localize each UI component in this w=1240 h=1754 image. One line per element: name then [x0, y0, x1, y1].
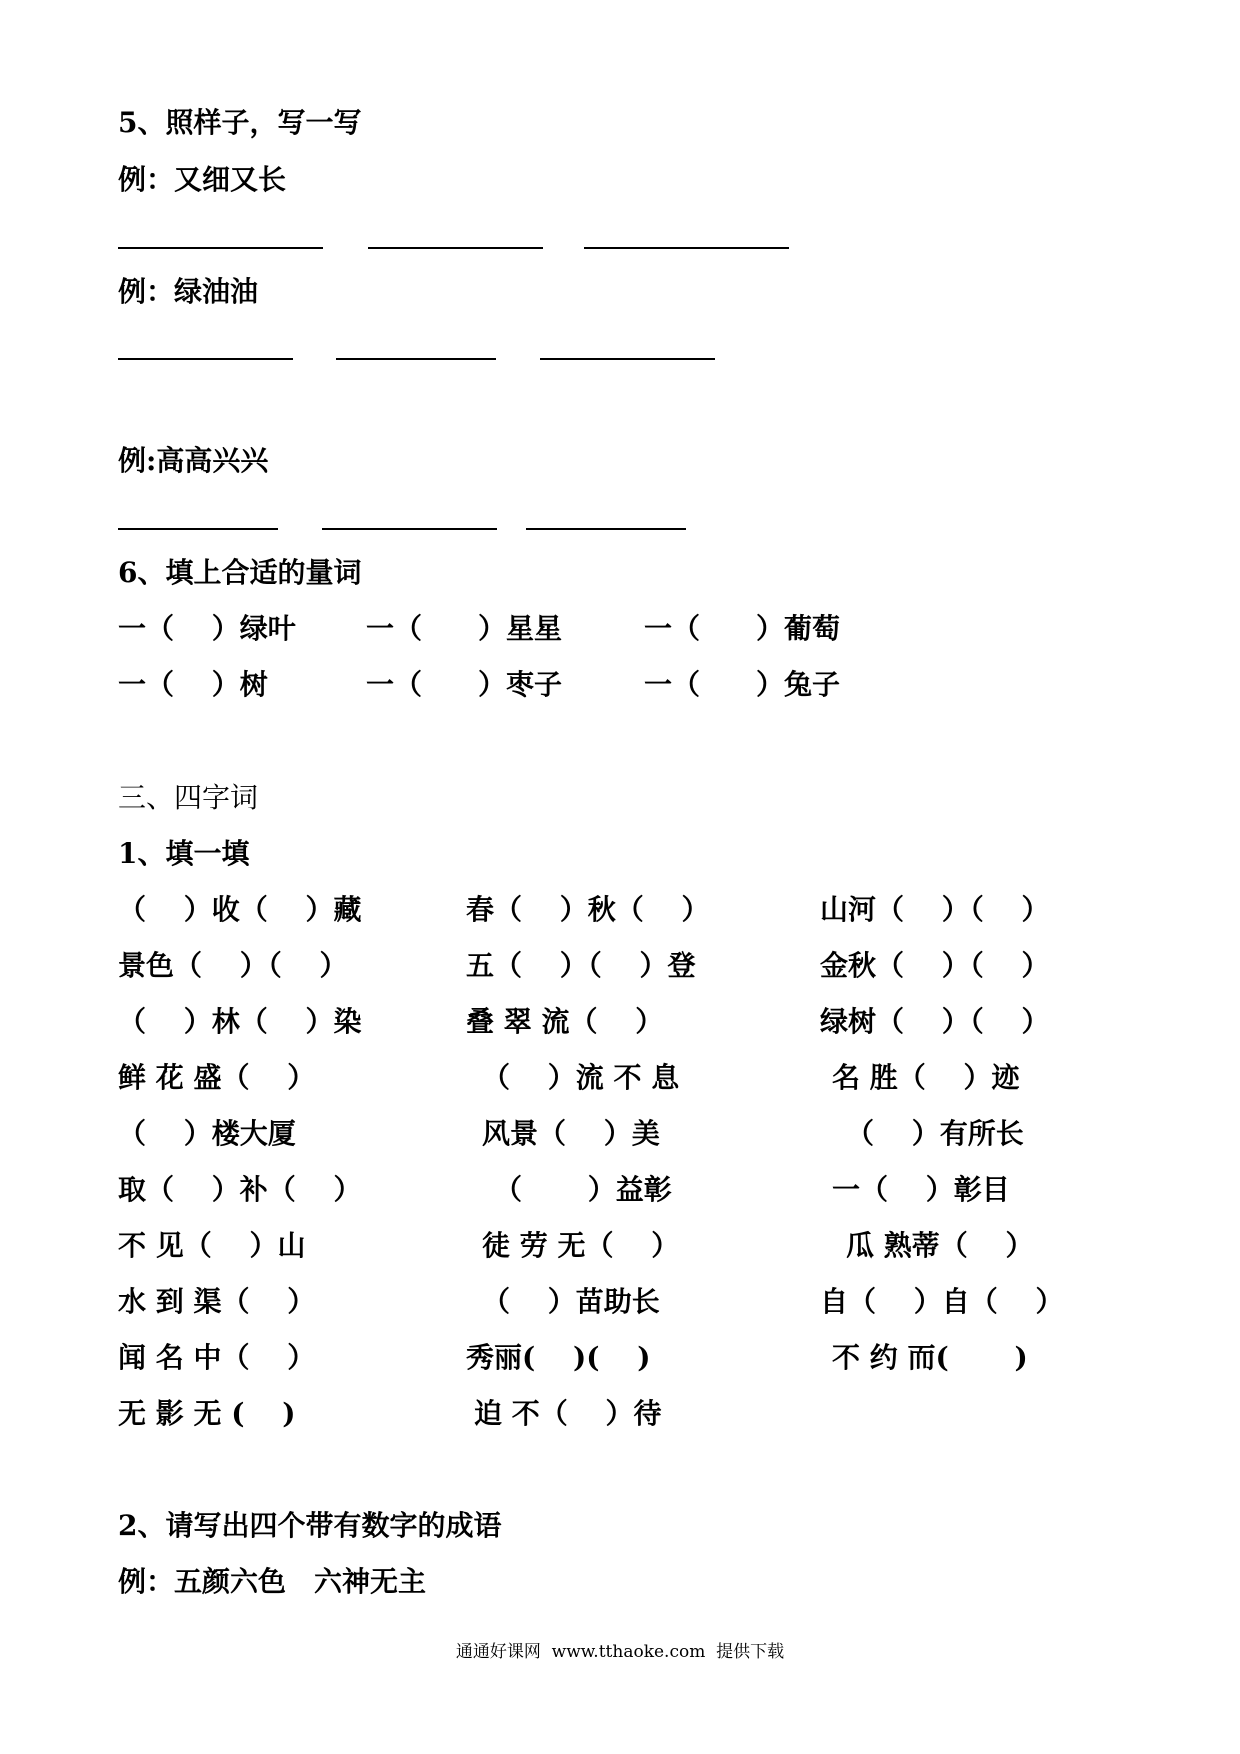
- idiom-item: （ ）林（ ）染: [118, 1005, 362, 1038]
- idiom-item: 取（ ）补（ ）: [118, 1173, 362, 1206]
- answer-blank[interactable]: [118, 247, 323, 249]
- idiom-item: 五（ ）（ ）登: [466, 949, 696, 982]
- q5-example-3: 例:高高兴兴: [118, 444, 269, 477]
- idiom-item: 一（ ）彰目: [832, 1173, 1010, 1206]
- q5-heading: 5、照样子，写一写: [118, 106, 362, 139]
- idiom-item: 春（ ）秋（ ）: [466, 893, 710, 926]
- q6-heading: 6、填上合适的量词: [118, 556, 362, 589]
- q2-heading: 2、请写出四个带有数字的成语: [118, 1509, 502, 1542]
- idiom-item: 风景（ ）美: [482, 1117, 660, 1150]
- answer-blank[interactable]: [118, 528, 278, 530]
- idiom-item: （ ）楼大厦: [118, 1117, 296, 1150]
- idiom-item: （ ）苗助长: [482, 1285, 660, 1318]
- answer-blank[interactable]: [336, 358, 496, 360]
- idiom-item: 秀丽( )( ): [466, 1341, 651, 1374]
- idiom-item: 不 见（ ）山: [118, 1229, 306, 1262]
- answer-blank[interactable]: [584, 247, 789, 249]
- idiom-item: （ ）益彰: [494, 1173, 672, 1206]
- section-heading: 三、四字词: [118, 781, 259, 814]
- idiom-item: 山河（ ）（ ）: [820, 893, 1050, 926]
- idiom-item: 绿树（ ）（ ）: [820, 1005, 1050, 1038]
- idiom-item: 无 影 无 ( ): [118, 1397, 296, 1430]
- q5-example-1: 例：又细又长: [118, 163, 287, 196]
- q2-example: 例：五颜六色 六神无主: [118, 1565, 427, 1598]
- idiom-item: 自（ ）自（ ）: [820, 1285, 1064, 1318]
- answer-blank[interactable]: [540, 358, 715, 360]
- idiom-item: 不 约 而( ): [832, 1341, 1028, 1374]
- measure-word-item: 一（ ）绿叶: [118, 612, 296, 645]
- answer-blank[interactable]: [118, 358, 293, 360]
- q1-heading: 1、填一填: [118, 837, 250, 870]
- idiom-item: 水 到 渠（ ）: [118, 1285, 316, 1318]
- idiom-item: 金秋（ ）（ ）: [820, 949, 1050, 982]
- answer-blank[interactable]: [322, 528, 497, 530]
- idiom-item: （ ）流 不 息: [482, 1061, 680, 1094]
- q5-example-2: 例：绿油油: [118, 275, 259, 308]
- idiom-item: 徒 劳 无（ ）: [482, 1229, 680, 1262]
- idiom-item: 迫 不（ ）待: [474, 1397, 662, 1430]
- measure-word-item: 一（ ）葡萄: [644, 612, 841, 645]
- idiom-item: 名 胜（ ）迹: [832, 1061, 1020, 1094]
- measure-word-item: 一（ ）树: [118, 668, 268, 701]
- measure-word-item: 一（ ）兔子: [644, 668, 841, 701]
- idiom-item: 闻 名 中（ ）: [118, 1341, 316, 1374]
- answer-blank[interactable]: [368, 247, 543, 249]
- idiom-item: 景色（ ）（ ）: [118, 949, 348, 982]
- idiom-item: （ ）收（ ）藏: [118, 893, 362, 926]
- measure-word-item: 一（ ）星星: [366, 612, 563, 645]
- idiom-item: 鲜 花 盛（ ）: [118, 1061, 316, 1094]
- footer-credit: 通通好课网 www.tthaoke.com 提供下载: [455, 1642, 785, 1662]
- idiom-item: （ ）有所长: [846, 1117, 1024, 1150]
- idiom-item: 瓜 熟蒂（ ）: [846, 1229, 1034, 1262]
- answer-blank[interactable]: [526, 528, 686, 530]
- idiom-item: 叠 翠 流（ ）: [466, 1005, 664, 1038]
- measure-word-item: 一（ ）枣子: [366, 668, 563, 701]
